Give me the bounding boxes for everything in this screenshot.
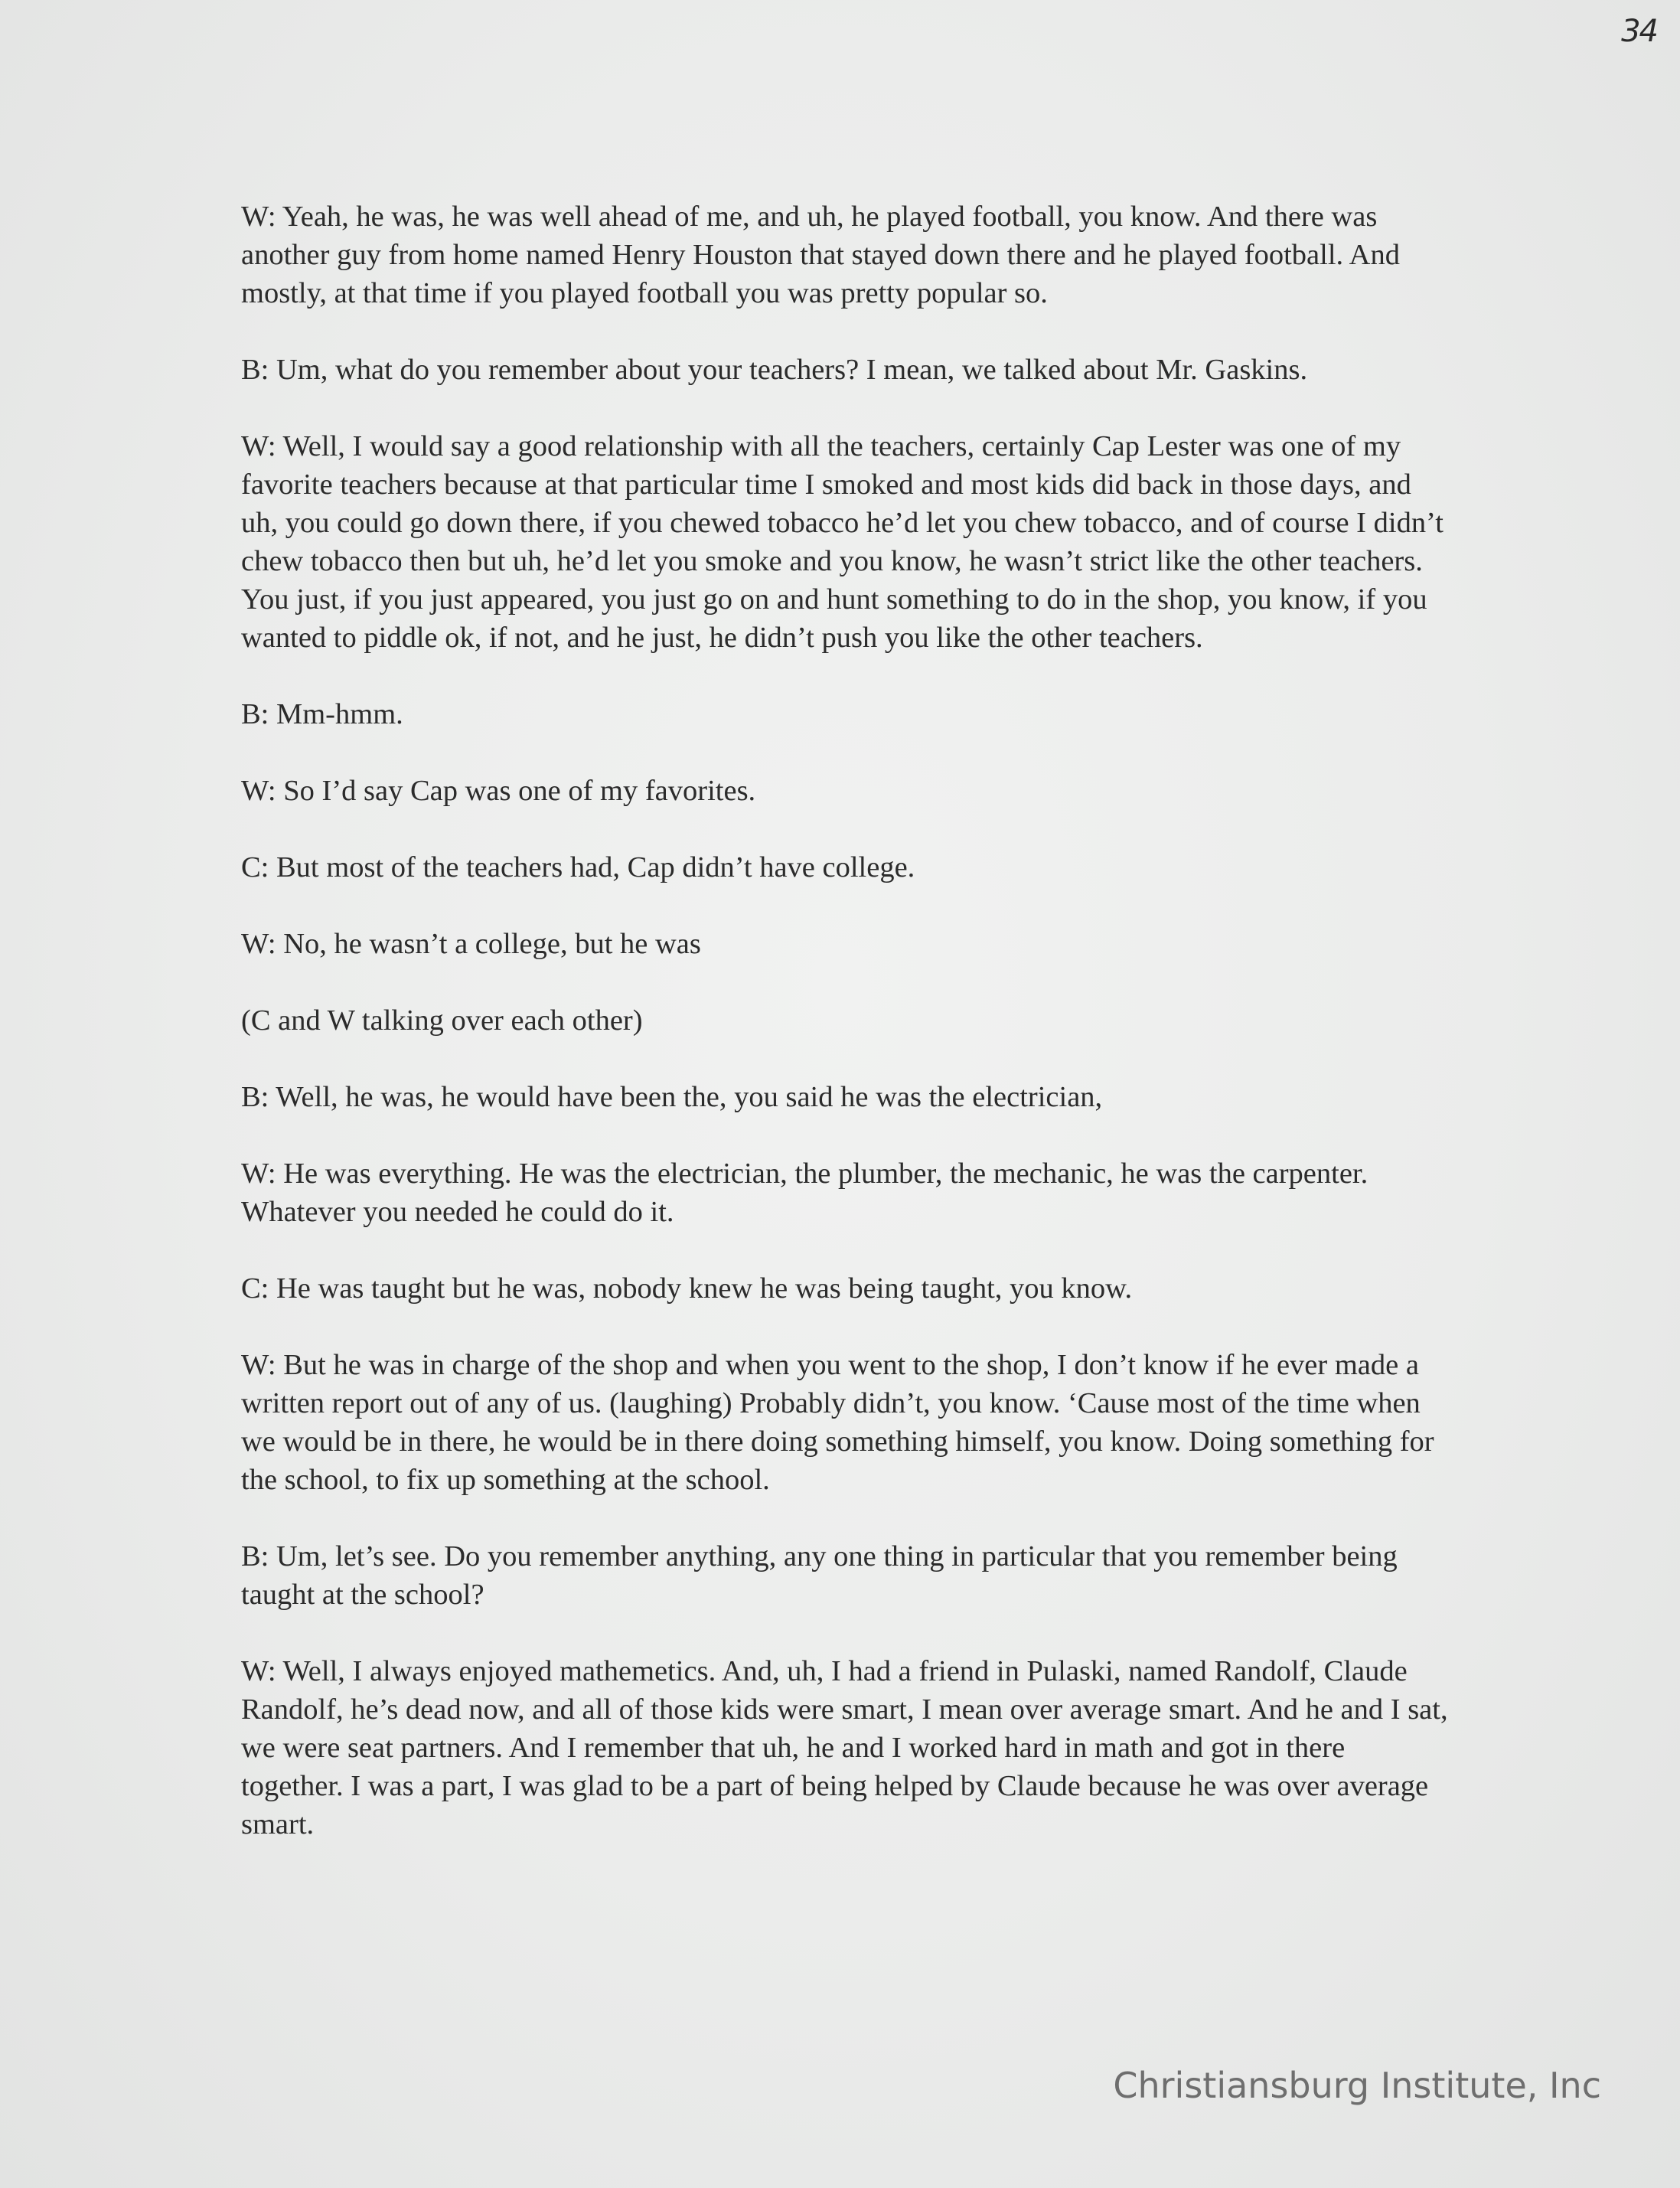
transcript-paragraph: W: He was everything. He was the electrician, the plumber, the mechanic, he was the carpenter. Whatever you needed he could do it. (241, 1158, 1368, 1228)
page-number: 34 (1621, 14, 1657, 49)
transcript-paragraph: B: Well, he was, he would have been the, you said he was the electrician, (241, 1081, 1103, 1113)
transcript-paragraph: W: Well, I would say a good relationship with all the teachers, certainly Cap Lester was one of my favorite teachers because at that particular time I smoked and most kids did back in those days, and uh, you could go down there, if you chewed tobacco he’d let you chew tobacco, and of course I didn’t chew tobacco then but uh, he’d let you smoke and you know, he wasn’t strict like the other teachers. You just, if you just appeared, you just go on and hunt something to do in the shop, you know, if you wanted to piddle ok, if not, and he just, he didn’t push you like the other teachers. (241, 430, 1443, 654)
transcript-paragraph: B: Um, let’s see. Do you remember anything, any one thing in particular that you remember being taught at the school? (241, 1540, 1398, 1611)
transcript-paragraph: B: Mm-hmm. (241, 698, 403, 730)
transcript-paragraph: C: He was taught but he was, nobody knew he was being taught, you know. (241, 1272, 1133, 1305)
transcript-paragraph: W: So I’d say Cap was one of my favorites. (241, 775, 756, 807)
watermark: Christiansburg Institute, Inc (1113, 2065, 1601, 2106)
transcript-paragraph: W: No, he wasn’t a college, but he was (241, 928, 701, 960)
transcript-paragraph: C: But most of the teachers had, Cap didn’t have college. (241, 851, 915, 883)
transcript-paragraph: (C and W talking over each other) (241, 1004, 643, 1037)
transcript-paragraph: W: But he was in charge of the shop and when you went to the shop, I don’t know if he ever made a written report out of any of us. (laughing) Probably didn’t, you know. ‘Cause most of the time when we would be in there, he would be in there doing something himself, you know. Doing something for the school, to fix up something at the school. (241, 1349, 1434, 1496)
transcript-body (241, 198, 1450, 1882)
transcript-paragraph: W: Yeah, he was, he was well ahead of me, and uh, he played football, you know. And there was another guy from home named Henry Houston that stayed down there and he played football. And mostly, at that time if you played football you was pretty popular so. (241, 201, 1400, 309)
transcript-paragraph: B: Um, what do you remember about your teachers? I mean, we talked about Mr. Gaskins. (241, 354, 1308, 386)
transcript-paragraph: W: Well, I always enjoyed mathemetics. And, uh, I had a friend in Pulaski, named Randolf, Claude Randolf, he’s dead now, and all of those kids were smart, I mean over average smart. And he and I sat, we were seat partners. And I remember that uh, he and I worked hard in math and got in there together. I was a part, I was glad to be a part of being helped by Claude because he was over average smart. (241, 1655, 1448, 1840)
